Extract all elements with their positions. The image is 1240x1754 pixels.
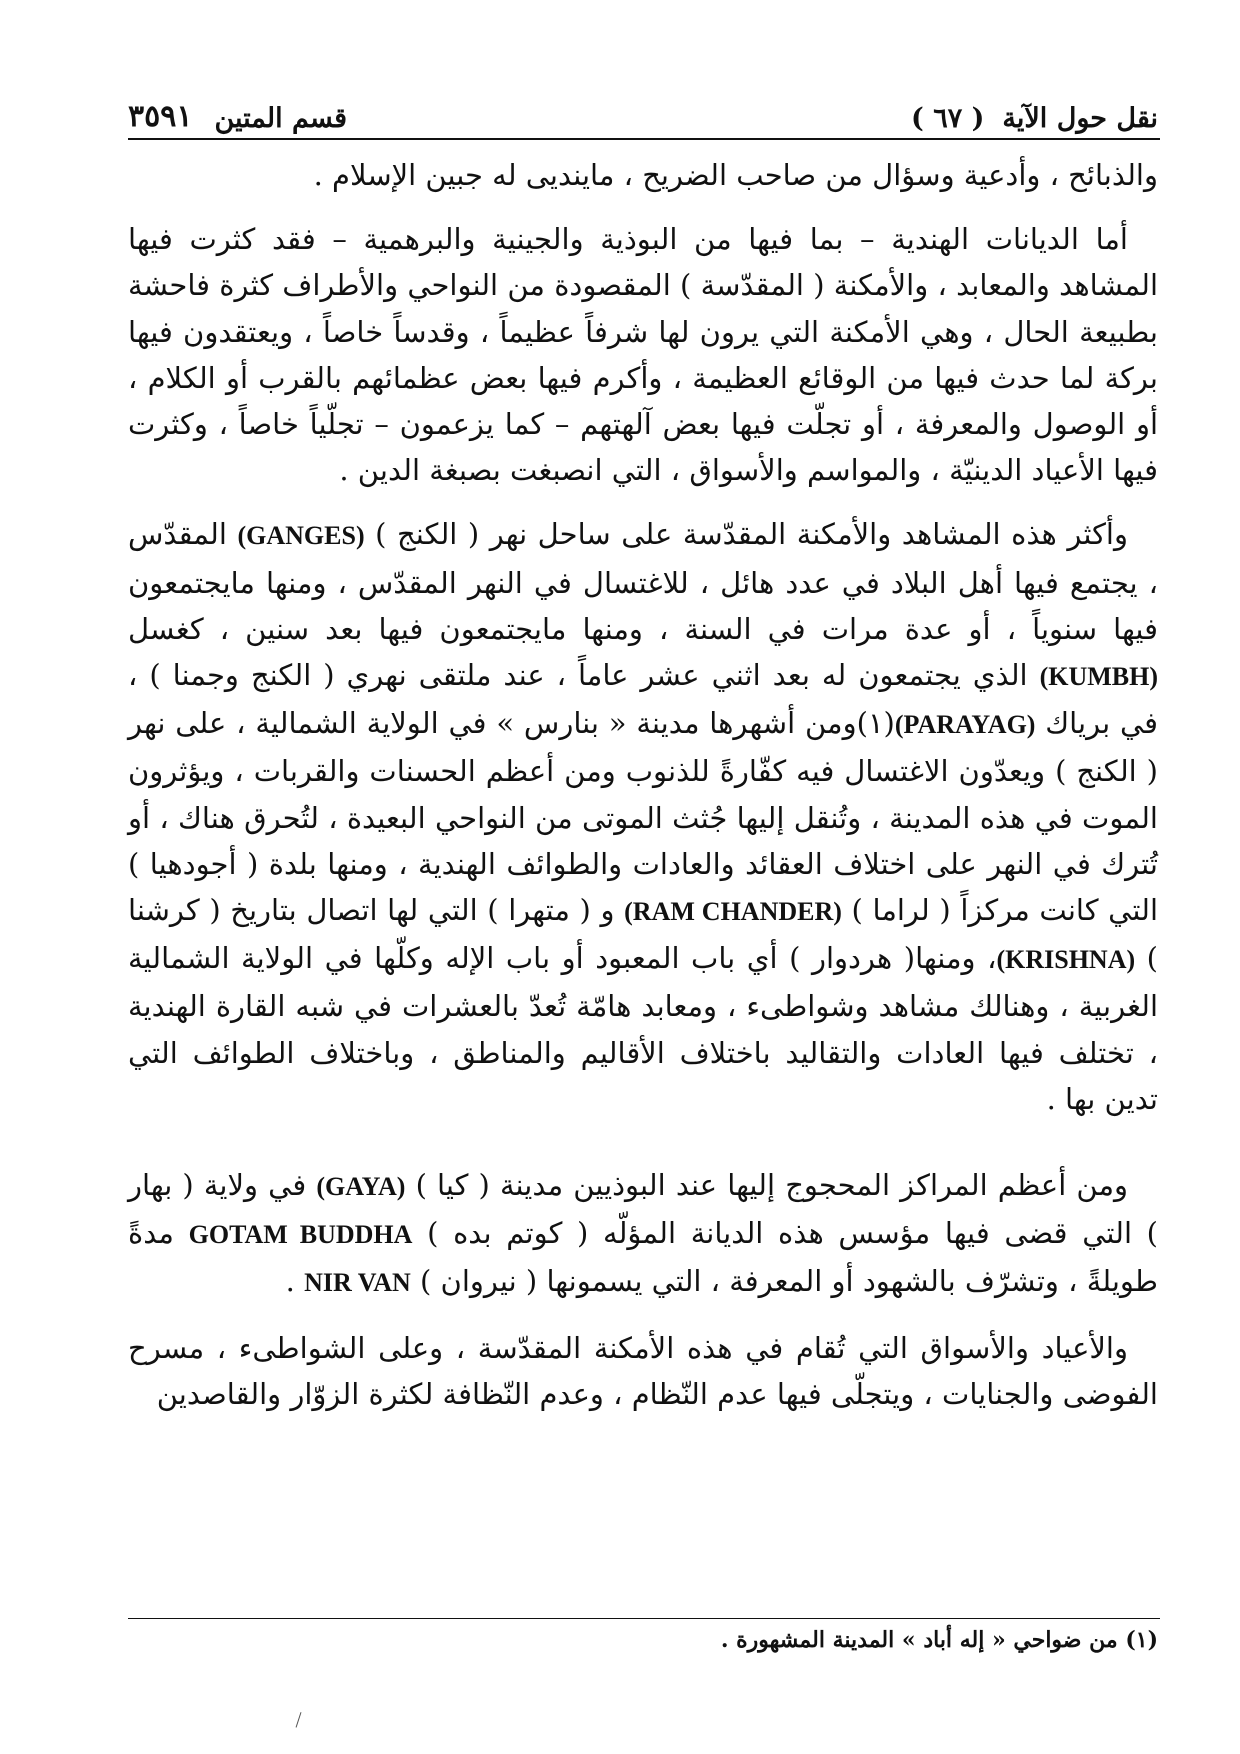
- paragraph-3-text-4: ومن أشهرها مدينة « بنارس » في الولاية الشمالية ، على نهر ( الكنج ) ويعدّون الاغتسال فيه كفّارةً للذنوب ومن أعظم الحسنات والقربات ، ويؤثرون الموت في هذه المدينة ، وتُنقل إليها جُثث الموتى من النواحي البعيدة ، لتُحرق هناك ، أو تُترك في النهر على اختلاف العقائد والعادات والطوائف الهندية ، ومنها بلدة ( أجودهيا ) التي كانت مركزاً ( لراما ): [128, 706, 1158, 928]
- paragraph-4-text-1: ومن أعظم المراكز المحجوج إليها عند البوذيين مدينة ( كيا ): [405, 1168, 1128, 1203]
- header-divider: [128, 138, 1160, 140]
- header-section-group: [128, 99, 347, 134]
- latin-term-gaya: (GAYA): [316, 1172, 406, 1202]
- footnote: (١) من ضواحي « إله أباد » المدينة المشهورة .: [720, 1627, 1158, 1653]
- header-title-group: [911, 103, 1158, 134]
- latin-term-krishna: (KRISHNA): [996, 945, 1136, 975]
- page-header: [128, 78, 1158, 134]
- latin-term-kumbh: (KUMBH): [1039, 662, 1158, 692]
- page-number: ٣٥٩١: [128, 99, 193, 134]
- footnote-marker[interactable]: (١): [856, 706, 895, 741]
- paragraph-4: [128, 1162, 1158, 1307]
- paragraph-3-text-6: ، ومنها( هردوار ) أي باب المعبود أو باب الإله وكلّها في الولاية الشمالية الغربية ، وهنالك مشاهد وشواطىء ، ومعابد هامّة تُعدّ بالعشرات في شبه القارة الهندية ، تختلف فيها العادات والتقاليد باختلاف الأقاليم والمناطق ، وباختلاف الطوائف التي تدين بها .: [128, 941, 1158, 1116]
- paragraph-4-text-3: مدةً طويلةً ، وتشرّف بالشهود أو المعرفة ، التي يسمونها ( نيروان ): [128, 1216, 1158, 1299]
- section-name: قسم المتين: [214, 103, 348, 134]
- paragraph-4-text-4: .: [285, 1264, 305, 1299]
- latin-term-parayag: (PARAYAG): [894, 710, 1036, 740]
- paragraph-3-text-5: و ( متهرا ) التي لها اتصال بتاريخ ( كرشنا ): [128, 893, 1158, 976]
- paragraph-4-text-2: في ولاية ( بهار ) التي قضى فيها مؤسس هذه الديانة المؤلّه ( كوتم بده ): [128, 1168, 1158, 1251]
- paragraph-2: أما الديانات الهندية – بما فيها من البوذية والجينية والبرهمية – فقد كثرت فيها المشاهد والمعابد ، والأمكنة ( المقدّسة ) المقصودة من النواحي والأطراف كثرة فاحشة بطبيعة الحال ، وهي الأمكنة التي يرون لها شرفاً عظيماً ، وقدساً خاصاً ، ويعتقدون فيها بركة لما حدث فيها من الوقائع العظيمة ، وأكرم فيها بعض عظمائهم بالقرب أو الكلام ، أو الوصول والمعرفة ، أو تجلّت فيها بعض آلهتهم – كما يزعمون – تجلّياً خاصاً ، وكثرت فيها الأعياد الدينيّة ، والمواسم والأسواق ، التي انصبغت بصبغة الدين .: [128, 222, 1158, 488]
- latin-term-gotam-buddha: GOTAM BUDDHA: [188, 1220, 413, 1250]
- footnote-divider: [128, 1618, 1160, 1619]
- paragraph-3-text-1: وأكثر هذه المشاهد والأمكنة المقدّسة على ساحل نهر ( الكنج ): [364, 517, 1128, 552]
- verse-reference: ( ٦٧ ): [911, 103, 985, 134]
- latin-term-ram-chander: (RAM CHANDER): [624, 897, 842, 927]
- latin-term-nir-van: NIR VAN: [304, 1268, 411, 1298]
- running-title: نقل حول الآية: [1002, 103, 1158, 134]
- scan-mark: [296, 1712, 303, 1728]
- body-text: [128, 152, 1158, 1435]
- paragraph-3-text-2: المقدّس ، يجتمع فيها أهل البلاد في عدد هائل ، للاغتسال في النهر المقدّس ، ومنها مايجتمعون فيها سنوياً ، أو عدة مرات في السنة ، ومنها مايجتمعون فيها بعد سنين ، كغسل: [128, 517, 1158, 646]
- paragraph-3-text-3: الذي يجتمعون له بعد اثني عشر عاماً ، عند ملتقى نهري ( الكنج وجمنا ) ، في برياك: [128, 658, 1159, 741]
- latin-term-ganges: (GANGES): [237, 521, 365, 551]
- paragraph-5: والأعياد والأسواق التي تُقام في هذه الأمكنة المقدّسة ، وعلى الشواطىء ، مسرح الفوضى والجنايات ، ويتجلّى فيها عدم النّظام ، وعدم النّظافة لكثرة الزوّار والقاصدين: [128, 1330, 1158, 1411]
- paragraph-3: [128, 511, 1158, 1122]
- paragraph-1: والذبائح ، وأدعية وسؤال من صاحب الضريح ، ماينديى له جبين الإسلام .: [313, 158, 1158, 192]
